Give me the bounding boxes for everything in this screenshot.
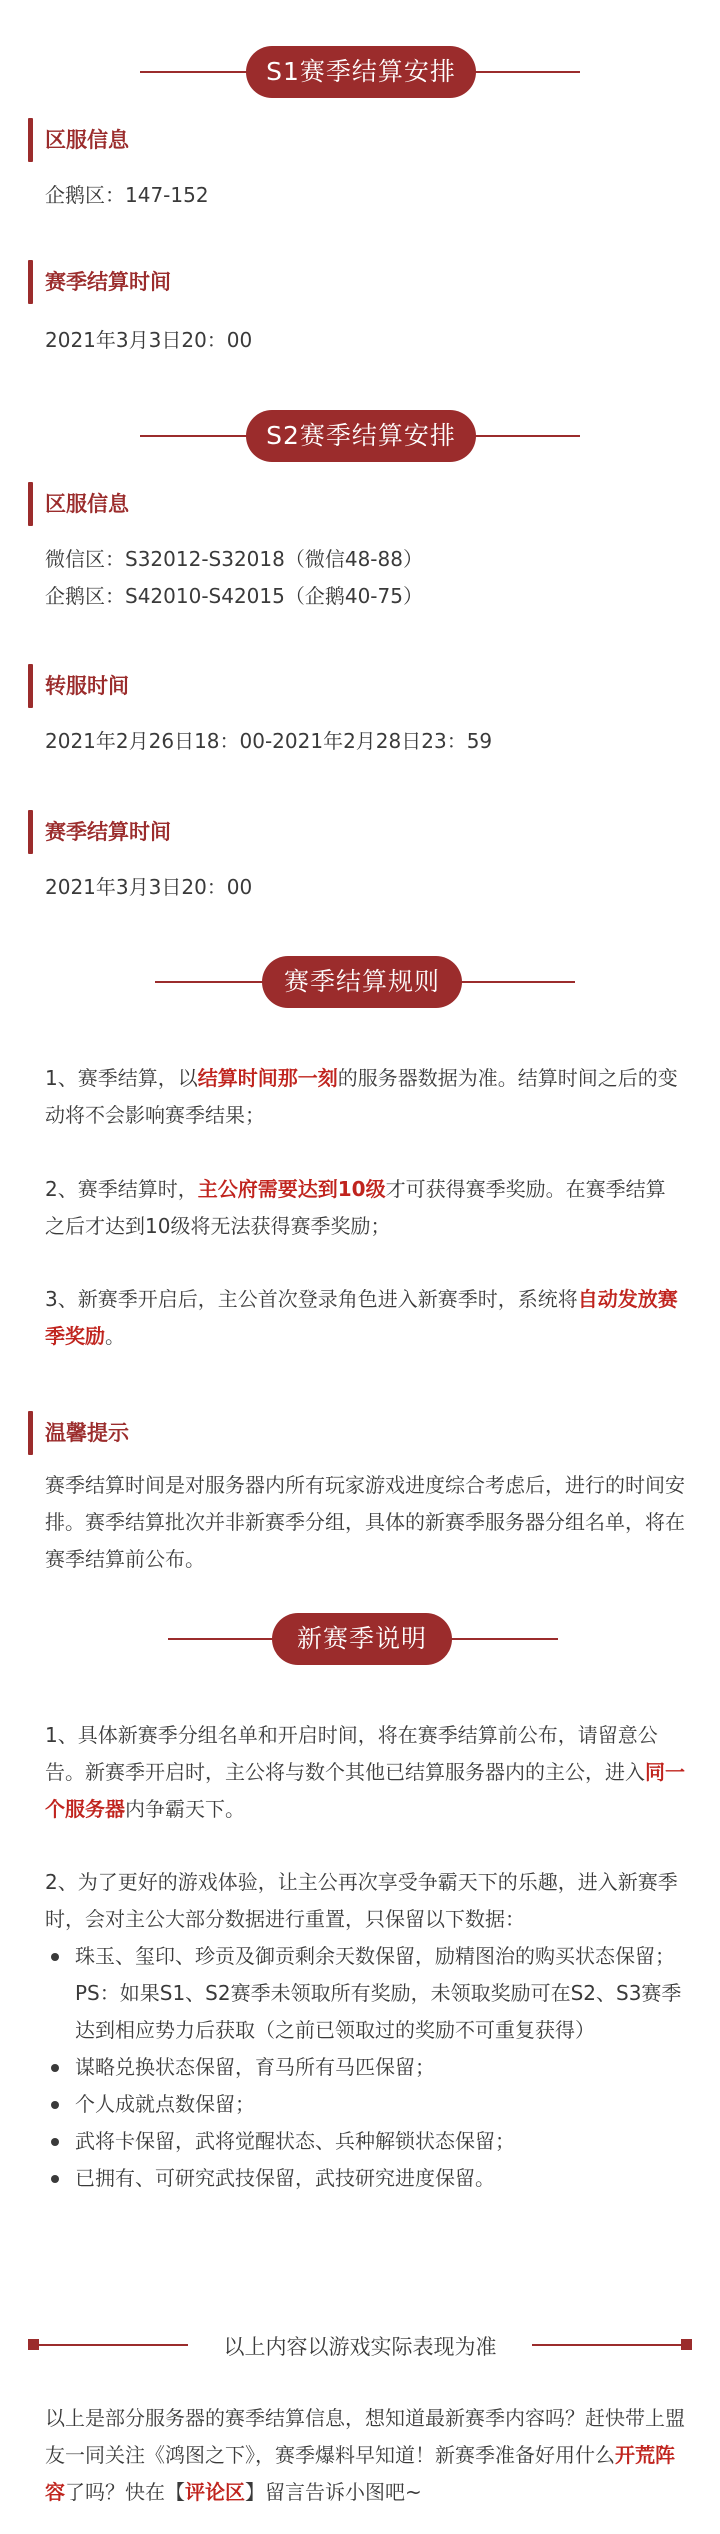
divider-square-right: [681, 2339, 692, 2350]
heading-bar: [28, 664, 33, 708]
section-banner-new-season: [0, 1613, 720, 1665]
s1-time: 2021年3月3日20：00: [45, 328, 253, 352]
new-season-p1: [45, 1717, 685, 1828]
list-item: 武将卡保留，武将觉醒状态、兵种解锁状态保留；: [45, 2123, 695, 2160]
rule-text: 2、赛季结算时，: [45, 1177, 198, 1201]
rule-text: 才可获得赛季奖励。在赛季结算之后才达到10级将无法获得赛季奖励；: [45, 1177, 666, 1238]
list-item: 已拥有、可研究武技保留，武技研究进度保留。: [45, 2160, 695, 2197]
section-banner-s1: [0, 46, 720, 98]
disclaimer-text: 以上内容以游戏实际表现为准: [223, 2335, 497, 2359]
heading-bar: [28, 118, 33, 162]
s1-server-info: 企鹅区：147-152: [45, 183, 209, 207]
tip-text: 赛季结算时间是对服务器内所有玩家游戏进度综合考虑后，进行的时间安排。赛季结算批次并非新赛季分组，具体的新赛季服务器分组名单，将在赛季结算前公布。: [45, 1473, 685, 1571]
section-banner-s2: [0, 410, 720, 462]
heading-text: 赛季结算时间: [45, 820, 171, 844]
footer-paragraph: [45, 2400, 685, 2511]
heading-bar: [28, 810, 33, 854]
rule-text: 的服务器数据为准。结算时间之后的变动将不会影响赛季结果；: [45, 1066, 678, 1127]
heading-text: 赛季结算时间: [45, 270, 171, 294]
rule-1: [45, 1060, 685, 1134]
list-item: 谋略兑换状态保留，育马所有马匹保留；: [45, 2049, 695, 2086]
list-item-ps: PS：如果S1、S2赛季未领取所有奖励，未领取奖励可在S2、S3赛季达到相应势力后获取（之前已领取过的奖励不可重复获得）: [75, 1981, 682, 2042]
heading-bar: [28, 260, 33, 304]
list-item-text: 珠玉、玺印、珍贡及御贡剩余天数保留，励精图治的购买状态保留；: [75, 1944, 675, 1968]
rule-highlight: 自动发放赛季奖励: [45, 1287, 678, 1348]
section-title-rules: 赛季结算规则: [262, 956, 462, 1008]
section-title-new-season: 新赛季说明: [272, 1613, 452, 1665]
heading-bar: [28, 1411, 33, 1455]
rule-text: 。: [105, 1324, 125, 1348]
footer-text: 以上是部分服务器的赛季结算信息，想知道最新赛季内容吗？赶快带上盟友一同关注《鸿图之下》，赛季爆料早知道！新赛季准备好用什么: [45, 2406, 685, 2467]
rule-2: [45, 1171, 685, 1245]
new-season-p2: 2、为了更好的游戏体验，让主公再次享受争霸天下的乐趣，进入新赛季时，会对主公大部分数据进行重置，只保留以下数据：: [45, 1870, 678, 1931]
s2-server-line-2: 企鹅区：S42010-S42015（企鹅40-75）: [45, 584, 423, 608]
list-item: 个人成就点数保留；: [45, 2086, 695, 2123]
heading-text: 温馨提示: [45, 1421, 129, 1445]
rule-3: [45, 1281, 685, 1355]
footer-text: 了吗？快在【: [65, 2480, 185, 2504]
heading-text: 区服信息: [45, 492, 129, 516]
divider-line-left: [38, 2344, 188, 2346]
section-banner-rules: [0, 956, 720, 1008]
heading-text: 区服信息: [45, 128, 129, 152]
s2-time: 2021年3月3日20：00: [45, 875, 253, 899]
rule-highlight: 结算时间那一刻: [197, 1066, 338, 1090]
section-title-s2: S2赛季结算安排: [246, 410, 476, 462]
para-text: 1、具体新赛季分组名单和开启时间，将在赛季结算前公布，请留意公告。新赛季开启时，主公将与数个其他已结算服务器内的主公，进入: [45, 1723, 658, 1784]
footer-highlight: 评论区: [185, 2480, 245, 2504]
footer-text: 】留言告诉小图吧~: [245, 2480, 422, 2504]
s2-server-line-1: 微信区：S32012-S32018（微信48-88）: [45, 547, 423, 571]
divider-line-right: [532, 2344, 682, 2346]
heading-text: 转服时间: [45, 674, 129, 698]
para-text: 内争霸天下。: [125, 1797, 245, 1821]
footer-highlight: 开荒阵容: [45, 2443, 675, 2504]
section-title-s1: S1赛季结算安排: [246, 46, 476, 98]
heading-bar: [28, 482, 33, 526]
s2-transfer-time: 2021年2月26日18：00-2021年2月28日23：59: [45, 729, 493, 753]
rule-text: 1、赛季结算，以: [45, 1066, 198, 1090]
retained-data-list: [45, 1938, 695, 2197]
list-item: [45, 1938, 695, 2049]
para-highlight: 同一个服务器: [45, 1760, 685, 1821]
rule-highlight: 主公府需要达到10级: [197, 1177, 386, 1201]
rule-text: 3、新赛季开启后，主公首次登录角色进入新赛季时，系统将: [45, 1287, 578, 1311]
